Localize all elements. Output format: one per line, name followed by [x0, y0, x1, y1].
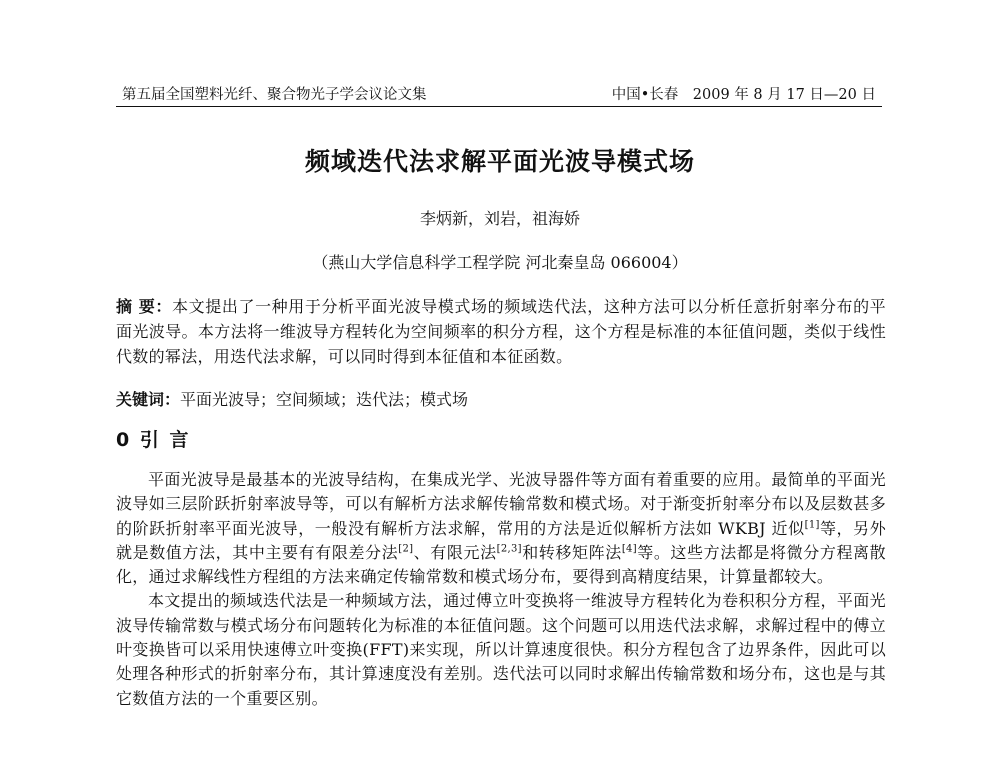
paper-authors: 李炳新，刘岩，祖海娇	[419, 209, 580, 228]
paragraph-1	[116, 468, 886, 589]
running-header	[116, 86, 882, 108]
p1-text-5: 等。这些方法都是将微分方程离散化，通过求解线性方程组的方法来确定传输常数和模式场分布，要得到高精度结果，计算量都较大。	[116, 542, 886, 587]
paper-affiliation: （燕山大学信息科学工程学院 河北秦皇岛 066004）	[312, 253, 688, 272]
citation-ref: [4]	[621, 543, 637, 555]
conference-name: 第五届全国塑料光纤、聚合物光子学会议论文集	[122, 87, 427, 103]
body-text	[116, 468, 886, 711]
citation-ref: [2]	[398, 543, 414, 555]
paper-title: 频域迭代法求解平面光波导模式场	[304, 147, 695, 176]
keywords-label: 关键词：	[116, 390, 181, 409]
citation-ref: [2,3]	[496, 543, 522, 555]
header-rule	[116, 106, 882, 107]
p1-text-2: 等，另外就是数值方法，其中主要有有限差分法	[116, 518, 886, 562]
keywords	[116, 388, 886, 412]
abstract-label: 摘 要：	[116, 297, 173, 316]
citation-ref: [1]	[804, 519, 820, 531]
p1-text-1: 平面光波导是最基本的光波导结构，在集成光学、光波导器件等方面有着重要的应用。最简单的平面光波导如三层阶跃折射率波导等，可以有解析方法求解传输常数和模式场。对于渐变折射率分布以及层数甚多的阶跃折射率平面光波导，一般没有解析方法求解，常用的方法是近似解析方法如 WKBJ 近似	[116, 470, 886, 538]
section-heading: 0 引 言	[116, 429, 191, 451]
p1-text-4: 和转移矩阵法	[521, 542, 622, 562]
paragraph-2: 本文提出的频域迭代法是一种频域方法，通过傅立叶变换将一维波导方程转化为卷积积分方程，平面光波导传输常数与模式场分布问题转化为标准的本征值问题。这个问题可以用迭代法求解，求解过程中的傅立叶变换皆可以采用快速傅立叶变换(FFT)来实现，所以计算速度很快。积分方程包含了边界条件，因此可以处理各种形式的折射率分布，其计算速度没有差别。迭代法可以同时求解出传输常数和场分布，这也是与其它数值方法的一个重要区别。	[116, 591, 886, 708]
venue-date: 中国•长春 2009 年 8 月 17 日—20 日	[611, 87, 876, 103]
abstract	[116, 294, 886, 369]
abstract-text: 本文提出了一种用于分析平面光波导模式场的频域迭代法，这种方法可以分析任意折射率分布的平面光波导。本方法将一维波导方程转化为空间频率的积分方程，这个方程是标准的本征值问题，类似于线性代数的幂法，用迭代法求解，可以同时得到本征值和本征函数。	[116, 297, 886, 366]
p1-text-3: 、有限元法	[413, 542, 497, 562]
keywords-text: 平面光波导；空间频域；迭代法；模式场	[180, 390, 469, 409]
